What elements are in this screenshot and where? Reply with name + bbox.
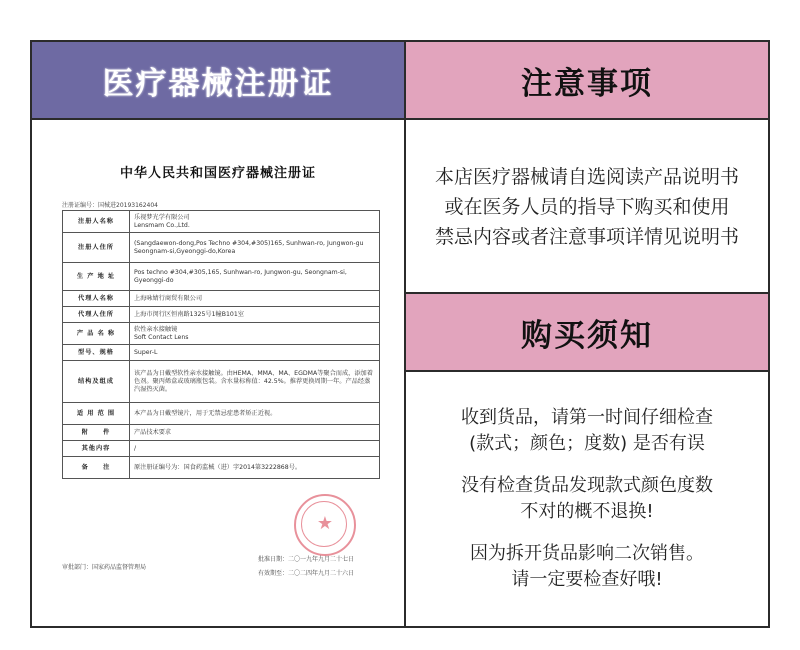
official-seal-stamp — [294, 494, 356, 556]
registration-certificate-header — [32, 42, 404, 120]
certificate-number: 注册证编号：国械进20193162404 — [62, 202, 158, 209]
certificate-row-label: 型号、规格 — [63, 345, 130, 361]
certificate-row — [63, 291, 380, 307]
precautions-title: 注意事项 — [521, 65, 653, 102]
purchase-line: 不对的概不退换! — [520, 501, 654, 522]
certificate-row — [63, 361, 380, 403]
certificate-row-label: 生 产 地 址 — [63, 263, 130, 291]
purchase-notice-header — [406, 294, 768, 372]
certificate-row — [63, 323, 380, 345]
certificate-row — [63, 425, 380, 441]
certificate-row-label: 注册人住所 — [63, 233, 130, 263]
notice-line: 或在医务人员的指导下购买和使用 — [444, 196, 730, 218]
precautions-panel — [406, 122, 768, 294]
purchase-notice-group — [461, 405, 713, 457]
certificate-row-label: 备 注 — [63, 457, 130, 479]
certificate-row-value: 本产品为日戴型镜片，用于无禁忌症患者矫正近视。 — [130, 403, 380, 425]
certificate-row — [63, 345, 380, 361]
registration-certificate-title: 医疗器械注册证 — [102, 65, 334, 102]
certificate-row-value: 上海市闵行区恒南路1325号1幢B101室 — [130, 307, 380, 323]
purchase-notice-group — [461, 473, 713, 525]
certificate-valid-date: 有效期至：二〇二四年九月二十六日 — [258, 570, 355, 577]
purchase-line: (款式；颜色；度数) 是否有误 — [469, 433, 705, 454]
certificate-row-value: 该产品为日戴型软性亲水接触镜。由HEMA、MMA、MA、EGDMA等聚合而成，添加着色剂。聚丙烯盒或玻璃瓶包装。含水量标称值：42.5%。推荐更换周期一年。产品经蒸汽湿热灭菌。 — [130, 361, 380, 403]
certificate-row-value: Super-L — [130, 345, 380, 361]
certificate-row-value: Pos techno #304,#305,165, Sunhwan-ro, Jungwon-gu, Seongnam-si, Gyeonggi-do — [130, 263, 380, 291]
notice-line: 禁忌内容或者注意事项详情见说明书 — [434, 226, 739, 248]
certificate-row — [63, 457, 380, 479]
certificate-row — [63, 307, 380, 323]
certificate-approve-date: 批准日期：二〇一九年九月二十七日 — [258, 556, 355, 563]
notice-line: 本店医疗器械请自选阅读产品说明书 — [434, 166, 739, 188]
certificate-row-value: 软性亲水接触镜 Soft Contact Lens — [130, 323, 380, 345]
certificate-row-label: 结构及组成 — [63, 361, 130, 403]
certificate-row — [63, 263, 380, 291]
purchase-notice-title: 购买须知 — [521, 317, 653, 354]
purchase-line: 请一定要检查好哦! — [511, 569, 663, 590]
certificate-row-label: 附 件 — [63, 425, 130, 441]
certificate-approver: 审批部门：国家药品监督管理局 — [62, 564, 147, 571]
certificate-document — [32, 122, 404, 626]
certificate-row-label: 适 用 范 围 — [63, 403, 130, 425]
certificate-row-label: 产 品 名 称 — [63, 323, 130, 345]
certificate-row-value: 上海咏婧行商贸有限公司 — [130, 291, 380, 307]
certificate-row-label: 其他内容 — [63, 441, 130, 457]
certificate-row-value: 乐视梦光学有限公司 Lensmam Co.,Ltd. — [130, 211, 380, 233]
purchase-line: 没有检查货品发现款式颜色度数 — [461, 475, 713, 496]
purchase-line: 因为拆开货品影响二次销售。 — [470, 543, 704, 564]
certificate-row-value: (Sangdaewon-dong,Pos Techno #304,#305)165, Sunhwan-ro, Jungwon-gu Seongnam-si,Gyeonggi-do,Korea — [130, 233, 380, 263]
precautions-header — [406, 42, 768, 120]
certificate-table — [62, 210, 380, 479]
certificate-row-value: 产品技术要求 — [130, 425, 380, 441]
certificate-row-value: / — [130, 441, 380, 457]
content-frame — [30, 40, 770, 628]
certificate-row — [63, 233, 380, 263]
purchase-line: 收到货品，请第一时间仔细检查 — [461, 407, 713, 428]
purchase-notice-panel — [406, 372, 768, 626]
certificate-row-label: 代理人住所 — [63, 307, 130, 323]
certificate-title: 中华人民共和国医疗器械注册证 — [119, 166, 316, 181]
purchase-notice-group — [470, 541, 704, 593]
certificate-row — [63, 441, 380, 457]
certificate-row-label: 注册人名称 — [63, 211, 130, 233]
certificate-row — [63, 211, 380, 233]
certificate-row — [63, 403, 380, 425]
seal-star-icon: ★ — [316, 513, 334, 534]
certificate-row-label: 代理人名称 — [63, 291, 130, 307]
certificate-row-value: 原注册证编号为：国食药监械（进）字2014第3222868号。 — [130, 457, 380, 479]
